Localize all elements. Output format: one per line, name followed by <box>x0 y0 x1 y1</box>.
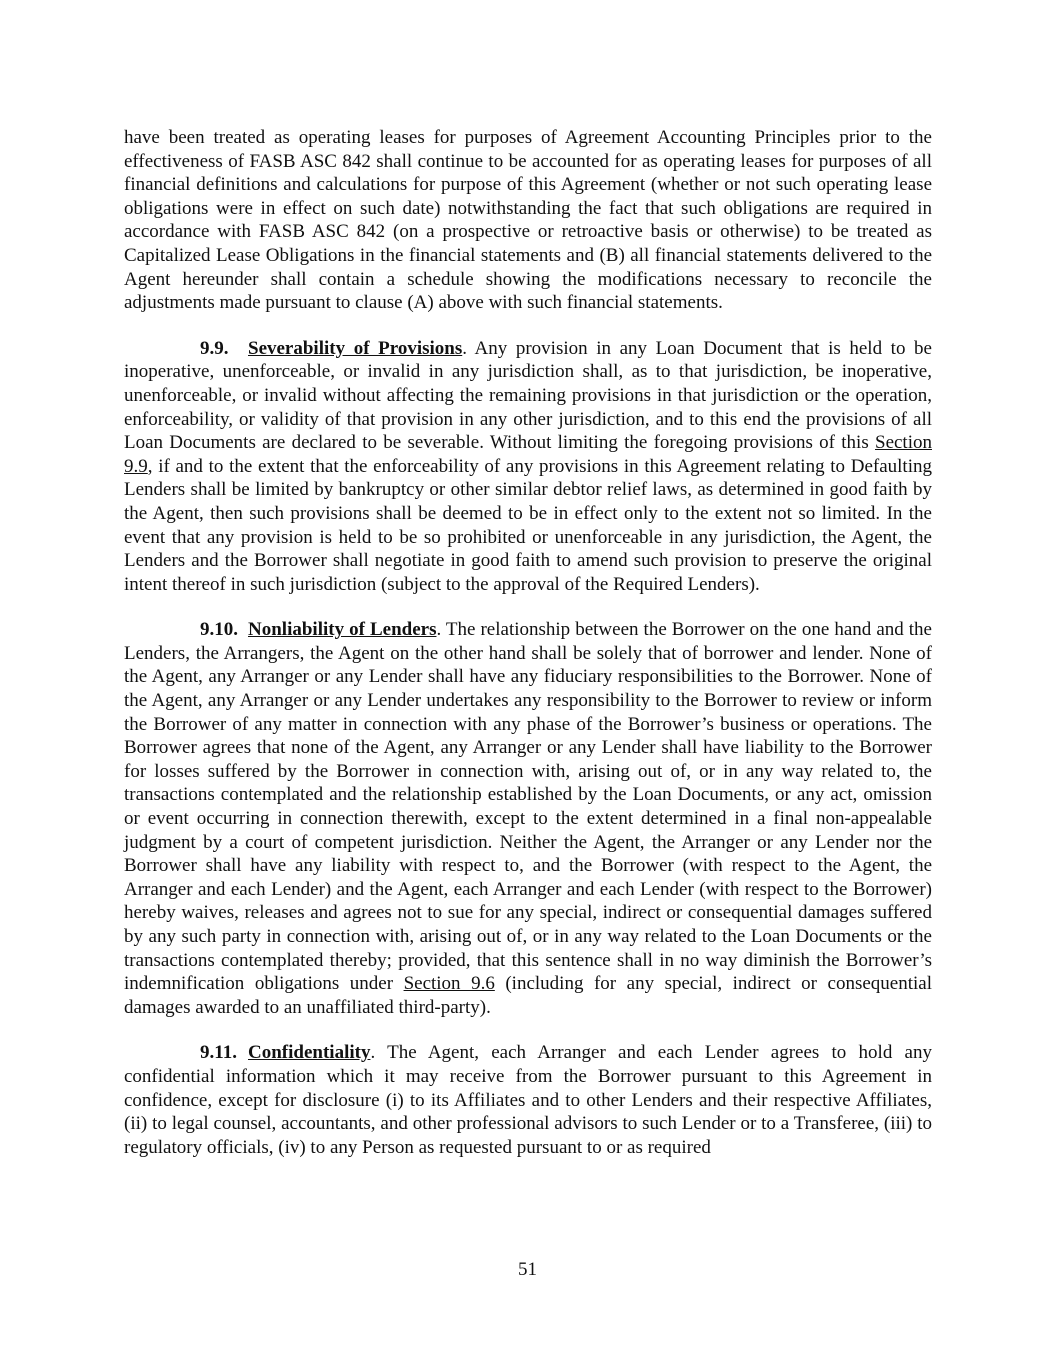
section-9-11-paragraph <box>124 1041 932 1159</box>
section-heading: Confidentiality <box>248 1042 371 1064</box>
section-text: The Agent, each Arranger and each Lender agrees to hold any confidential information which it may receive from the Borrower pursuant to this Agreement in confidence, except for disclosure (i) to its Affiliates and to other Lenders and their respective Affiliates, (ii) to legal counsel, accountants, and other professional advisors to such Lender or to a Transferee, (iii) to regulatory officials, (iv) to any Person as requested pursuant to or as required <box>124 1042 932 1158</box>
section-text-continued: (including for any special, indirect or consequential damages awarded to an unaffiliated third-party). <box>124 973 932 1018</box>
continuation-paragraph: have been treated as operating leases for purposes of Agreement Accounting Principles prior to the effectiveness of FASB ASC 842 shall continue to be accounted for as operating leases for purposes of all financial definitions and calculations for purpose of this Agreement (whether or not such operating lease obligations were in effect on such date) notwithstanding the fact that such obligations are required in accordance with FASB ASC 842 (on a prospective or retroactive basis or otherwise) to be treated as Capitalized Lease Obligations in the financial statements and (B) all financial statements delivered to the Agent hereunder shall contain a schedule showing the modifications necessary to reconcile the adjustments made pursuant to clause (A) above with such financial statements. <box>124 127 932 314</box>
section-cross-reference: Section 9.6 <box>403 973 495 995</box>
heading-punctuation: . <box>462 337 467 359</box>
section-cross-reference: Section 9.9 <box>124 432 932 477</box>
section-heading: Nonliability of Lenders <box>248 619 437 641</box>
section-number: 9.10. <box>200 619 238 641</box>
heading-punctuation: . <box>370 1042 376 1064</box>
section-text-continued: , if and to the extent that the enforceability of any provisions in this Agreement relating to Defaulting Lenders shall be limited by bankruptcy or other similar debtor relief laws, as determined in good faith by the Agent, then such provisions shall be deemed to be in effect only to the extent not so limited. In the event that any provision is held to be so prohibited or unenforceable in any jurisdiction, the Agent, the Lenders and the Borrower shall negotiate in good faith to amend such provision to preserve the original intent thereof in such jurisdiction (subject to the approval of the Required Lenders). <box>124 455 932 595</box>
page-number: 51 <box>518 1259 537 1280</box>
section-number: 9.9. <box>200 337 229 359</box>
section-heading: Severability of Provisions <box>248 337 463 359</box>
section-9-10-paragraph <box>124 618 932 1019</box>
heading-punctuation: . <box>436 619 442 641</box>
section-text: Any provision in any Loan Document that is held to be inoperative, unenforceable, or invalid in any jurisdiction shall, as to that jurisdiction, be inoperative, unenforceable, or invalid without affecting the remaining provisions in that jurisdiction or the operation, enforceability, or validity of that provision in any other jurisdiction, and to this end the provisions of all Loan Documents are declared to be severable. Without limiting the foregoing provisions of this <box>124 337 932 454</box>
document-body <box>124 126 932 1181</box>
section-9-9-paragraph <box>124 337 932 597</box>
section-text: The relationship between the Borrower on the one hand and the Lenders, the Arrangers, the Agent on the other hand shall be solely that of borrower and lender. None of the Agent, any Arranger or any Lender shall have any fiduciary responsibilities to the Borrower. None of the Agent, any Arranger or any Lender undertakes any responsibility to the Borrower to review or inform the Borrower of any matter in connection with any phase of the Borrower’s business or operations. The Borrower agrees that none of the Agent, any Arranger or any Lender shall have liability to the Borrower for losses suffered by the Borrower in connection with, arising out of, or in any way related to, the transactions contemplated and the relationship established by the Loan Documents, or any act, omission or event occurring in connection therewith, except to the extent determined in a final non-appealable judgment by a court of competent jurisdiction. Neither the Agent, the Arranger or any Lender nor the Borrower shall have any liability with respect to, and the Borrower (with respect to the Agent, the Arranger and each Lender) and the Agent, each Arranger and each Lender (with respect to the Borrower) hereby waives, releases and agrees not to sue for any special, indirect or consequential damages suffered by any such party in connection with, arising out of, or in any way related to the Loan Documents or the transactions contemplated thereby; provided, that this sentence shall in no way diminish the Borrower’s indemnification obligations under <box>124 619 932 995</box>
section-number: 9.11. <box>200 1042 237 1064</box>
